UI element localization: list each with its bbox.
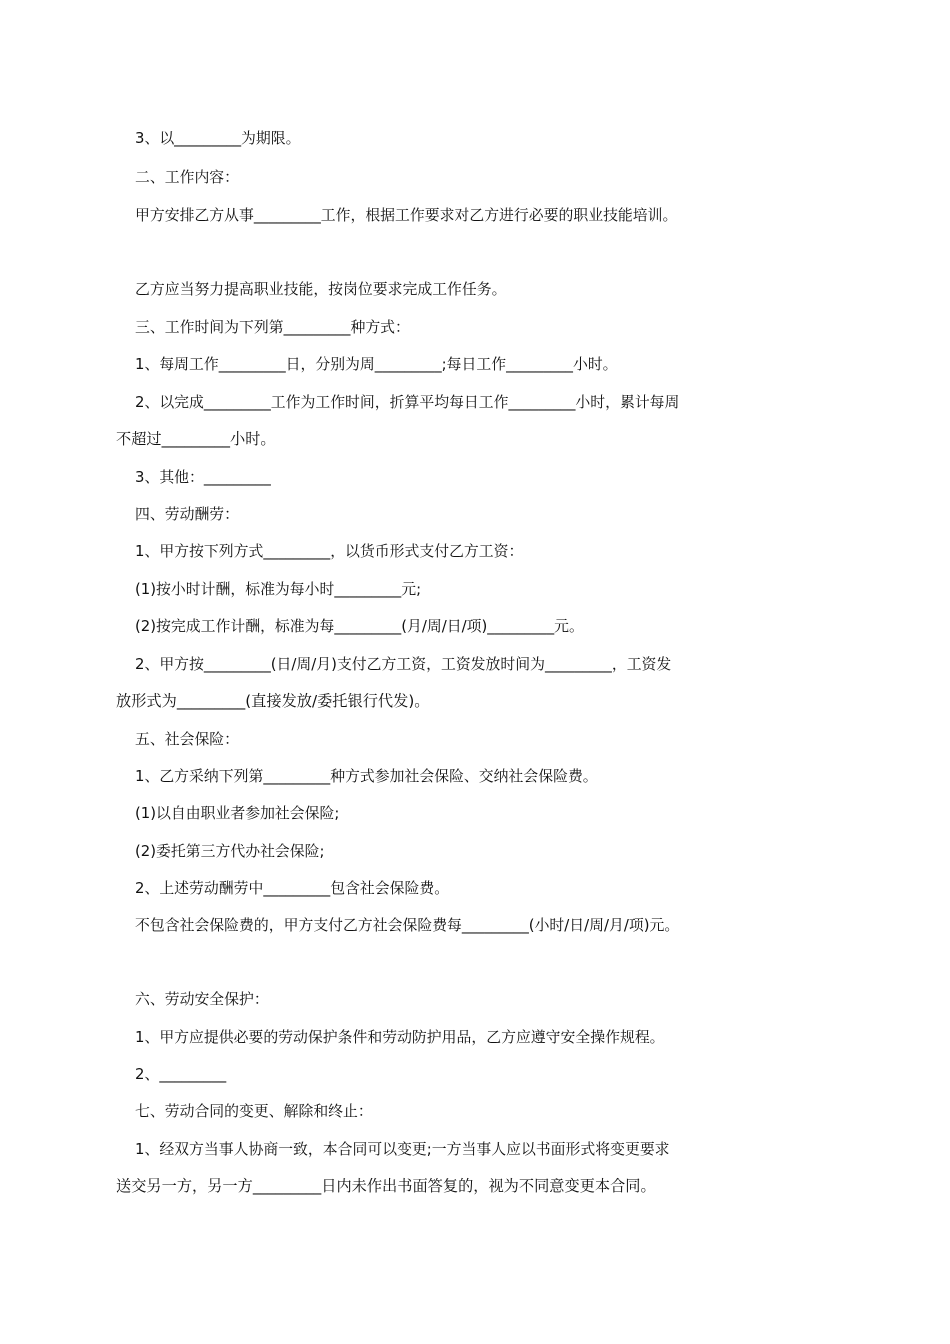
section-heading: 二、工作内容： xyxy=(135,168,240,186)
section-heading: 六、劳动安全保护： xyxy=(135,990,269,1008)
sub-item: (2)按完成工作计酬，标准为每_________(月/周/日/项)_________元。 xyxy=(135,617,584,635)
sub-item: (2)委托第三方代办社会保险; xyxy=(135,842,325,860)
paragraph: 甲方安排乙方从事_________工作，根据工作要求对乙方进行必要的职业技能培训。 xyxy=(135,206,678,224)
section-heading: 五、社会保险： xyxy=(135,730,240,748)
list-item-continuation: 送交另一方，另一方_________日内未作出书面答复的，视为不同意变更本合同。 xyxy=(116,1177,656,1195)
list-item: 1、乙方采纳下列第_________种方式参加社会保险、交纳社会保险费。 xyxy=(135,767,598,785)
list-item: 2、以完成_________工作为工作时间，折算平均每日工作_________小时，累计每周 xyxy=(135,393,680,411)
list-item: 1、甲方应提供必要的劳动保护条件和劳动防护用品，乙方应遵守安全操作规程。 xyxy=(135,1028,665,1046)
section-heading: 七、劳动合同的变更、解除和终止： xyxy=(135,1102,373,1120)
section-heading: 四、劳动酬劳： xyxy=(135,505,240,523)
sub-item: (1)以自由职业者参加社会保险; xyxy=(135,804,340,822)
list-item: 2、上述劳动酬劳中_________包含社会保险费。 xyxy=(135,879,450,897)
list-item-continuation: 放形式为_________(直接发放/委托银行代发)。 xyxy=(116,692,430,710)
section-heading: 三、工作时间为下列第_________种方式： xyxy=(135,318,410,336)
term-clause: 3、以_________为期限。 xyxy=(135,129,301,147)
list-item: 1、每周工作_________日，分别为周_________;每日工作_________小时。 xyxy=(135,355,618,373)
list-item-continuation: 不超过_________小时。 xyxy=(116,430,276,448)
sub-item: (1)按小时计酬，标准为每小时_________元; xyxy=(135,580,422,598)
paragraph: 乙方应当努力提高职业技能，按岗位要求完成工作任务。 xyxy=(135,280,507,298)
paragraph: 不包含社会保险费的，甲方支付乙方社会保险费每_________(小时/日/周/月/项)元。 xyxy=(135,916,680,934)
list-item: 3、其他：_________ xyxy=(135,468,271,486)
list-item: 2、_________ xyxy=(135,1065,227,1083)
list-item: 1、甲方按下列方式_________，以货币形式支付乙方工资： xyxy=(135,542,524,560)
list-item: 1、经双方当事人协商一致，本合同可以变更;一方当事人应以书面形式将变更要求 xyxy=(135,1140,670,1158)
list-item: 2、甲方按_________(日/周/月)支付乙方工资，工资发放时间为_________，工资发 xyxy=(135,655,672,673)
